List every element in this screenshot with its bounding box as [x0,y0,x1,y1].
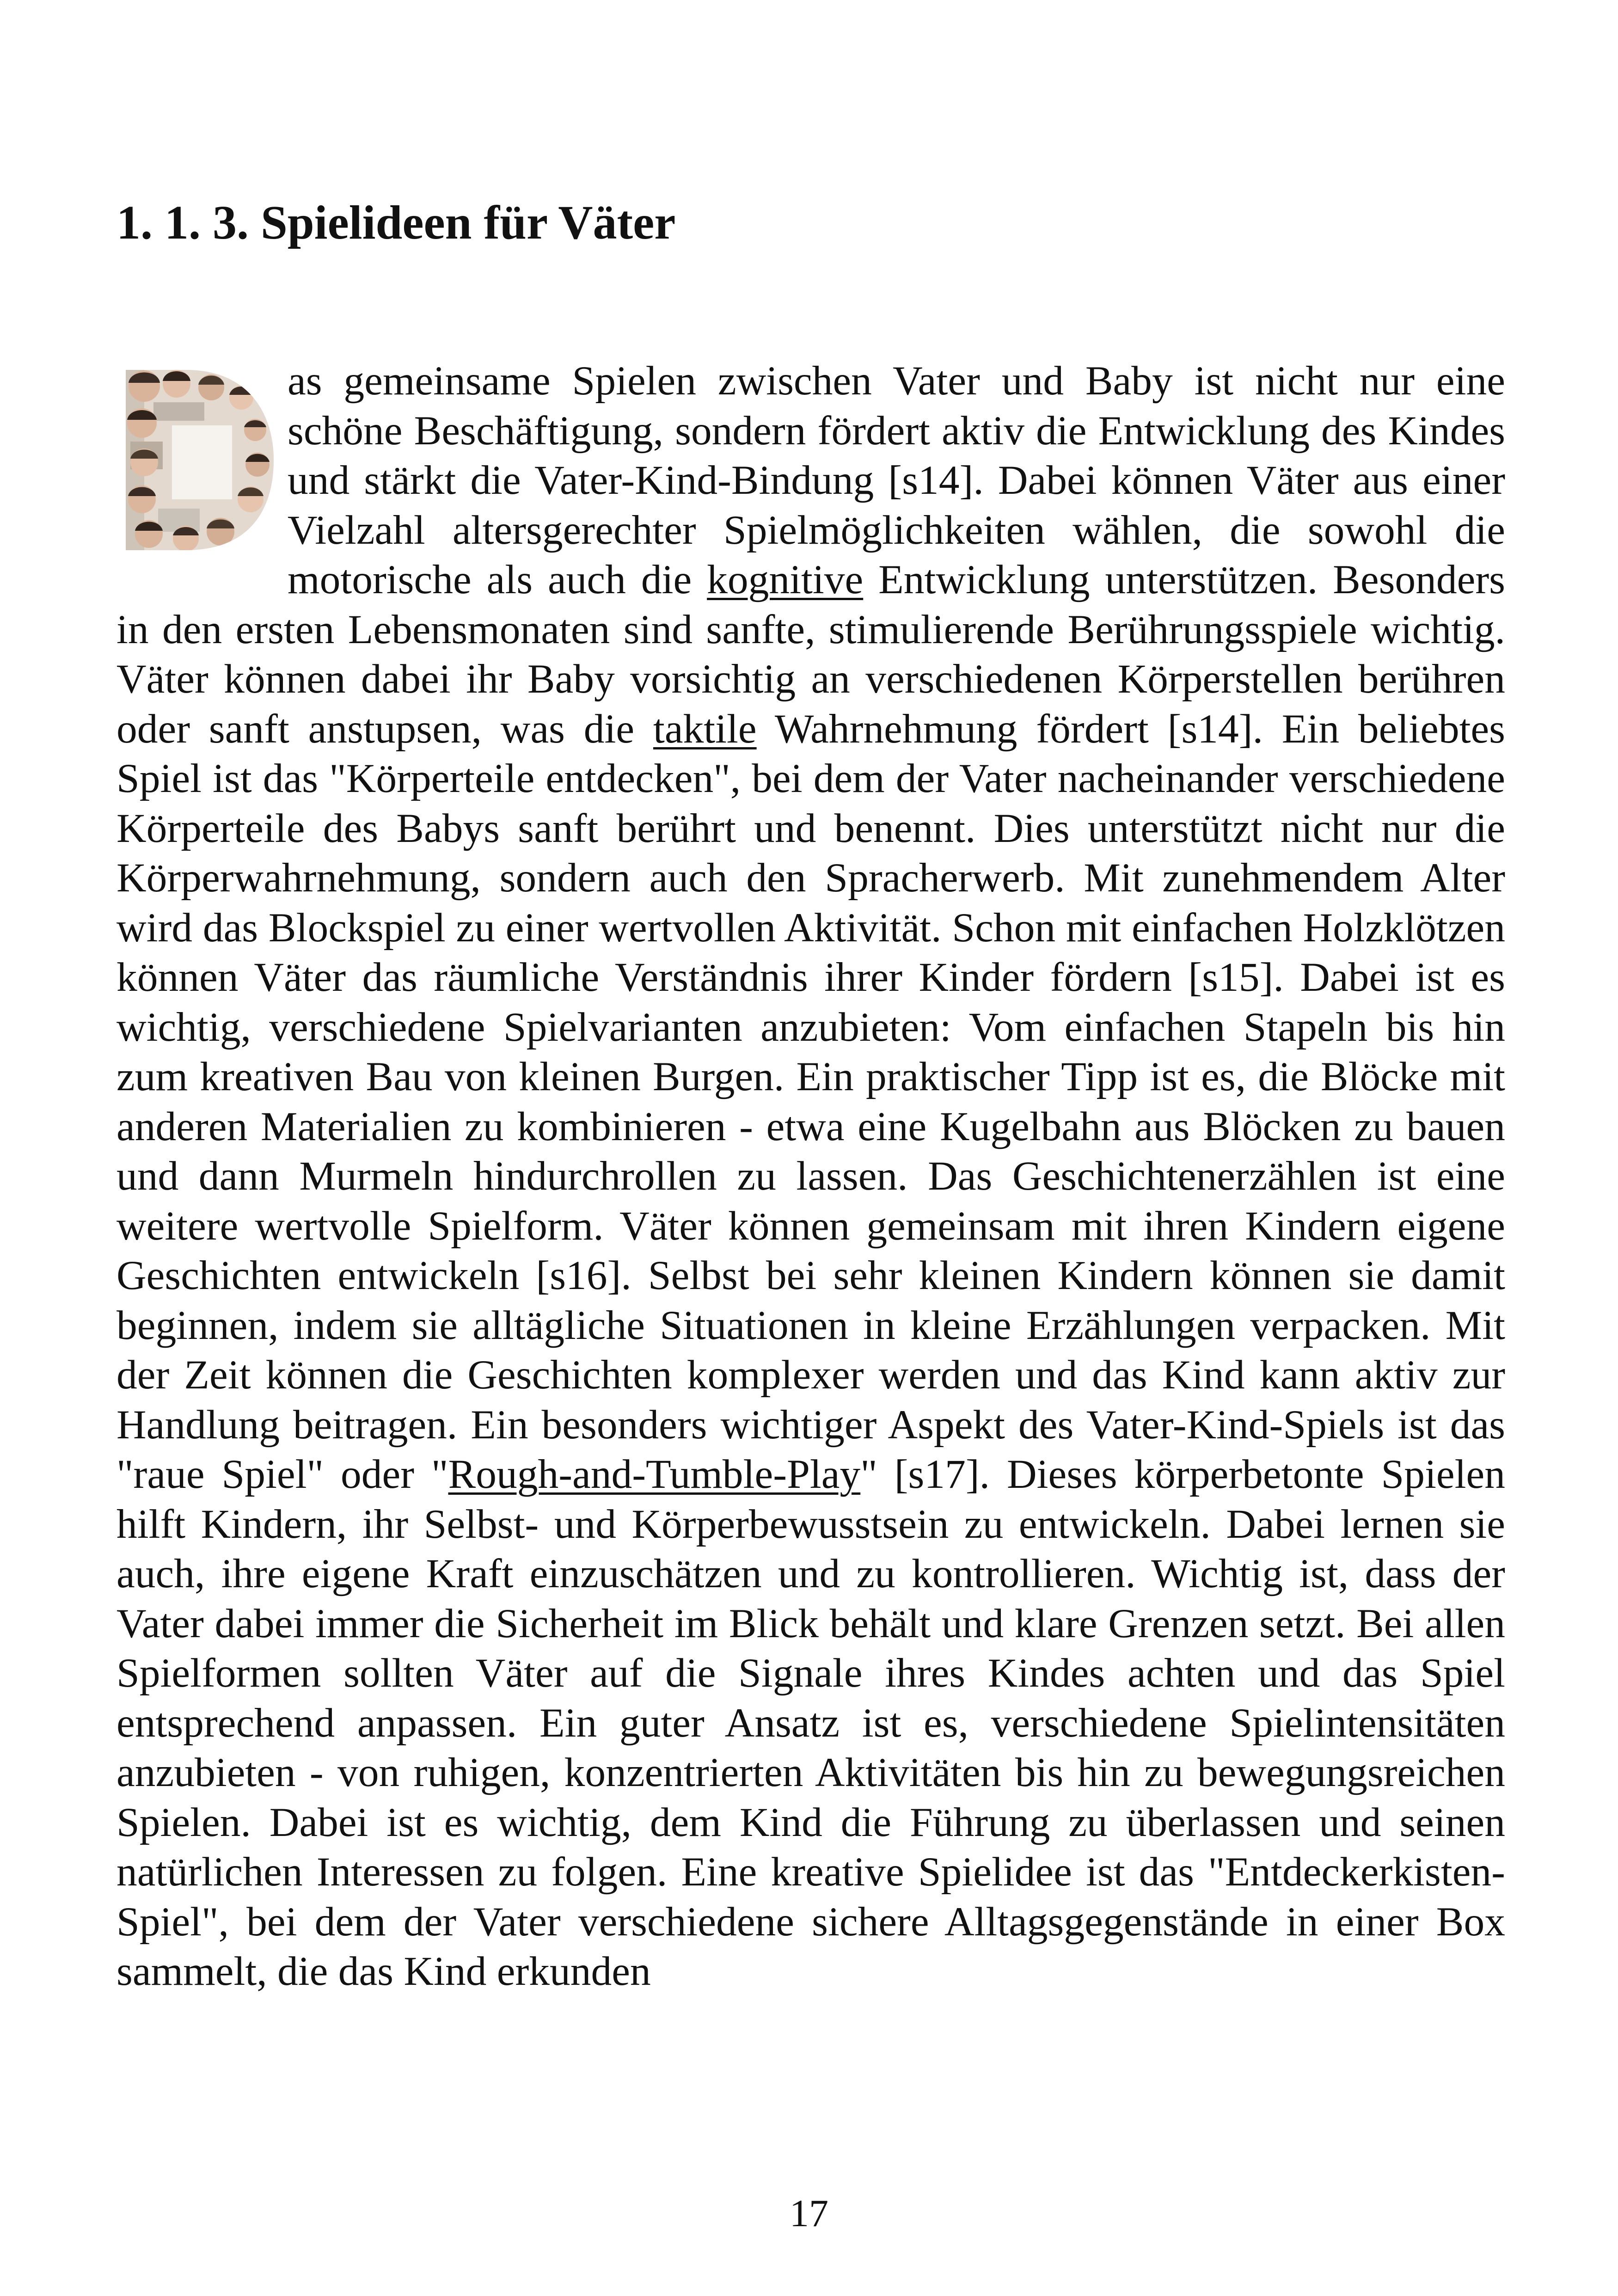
photo-collage-dropcap-icon [116,361,278,564]
paragraph-part-4: " [s17]. Dieses körperbetonte Spielen hilft Kindern, ihr Selbst- und Körperbewusstsein zu entwickeln. Dabei lernen sie auch, ihre eigene Kraft einzuschätzen und zu kontrollieren. Wichtig ist, dass der Vater dabei immer die Sicherheit im Blick behält und klare Grenzen setzt. Bei allen Spielformen sollten Väter auf die Signale ihres Kindes achten und das Spiel entsprechend anpassen. Ein guter Ansatz ist es, verschiedene Spielintensitäten anzubieten - von ruhigen, konzentrierten Aktivitäten bis hin zu bewegungsreichen Spielen. Dabei ist es wichtig, dem Kind die Führung zu überlassen und seinen natürlichen Interessen zu folgen. Eine kreative Spielidee ist das "Entdeckerkisten-Spiel", bei dem der Vater verschiedene sichere Alltagsgegenstände in einer Box sammelt, die das Kind erkunden [116,1451,1505,1994]
paragraph-part-3: Wahrnehmung fördert [s14]. Ein beliebtes Spiel ist das "Körperteile entdecken", bei dem der Vater nacheinander verschiedene Körperteile des Babys sanft berührt und benennt. Dies unterstützt nicht nur die Körperwahrnehmung, sondern auch den Spracherwerb. Mit zunehmendem Alter wird das Blockspiel zu einer wertvollen Aktivität. Schon mit einfachen Holzklötzen können Väter das räumliche Verständnis ihrer Kinder fördern [s15]. Dabei ist es wichtig, verschiedene Spielvarianten anzubieten: Vom einfachen Stapeln bis hin zum kreativen Bau von kleinen Burgen. Ein praktischer Tipp ist es, die Blöcke mit anderen Materialien zu kombinieren - etwa eine Kugelbahn aus Blöcken zu bauen und dann Murmeln hindurchrollen zu lassen. Das Geschichtenerzählen ist eine weitere wertvolle Spielform. Väter können gemeinsam mit ihren Kindern eigene Geschichten entwickeln [s16]. Selbst bei sehr kleinen Kindern können sie damit beginnen, indem sie alltägliche Situationen in kleine Erzählungen verpacken. Mit der Zeit können die Geschichten komplexer werden und das Kind kann aktiv zur Handlung beitragen. Ein besonders wichtiger Aspekt des Vater-Kind-Spiels ist das "raue Spiel" oder " [116,706,1505,1497]
page-number: 17 [790,2192,828,2235]
term-rough-and-tumble-play: Rough-and-Tumble-Play [448,1451,861,1497]
section-heading: 1. 1. 3. Spielideen für Väter [116,196,676,249]
term-taktile: taktile [653,706,757,752]
paragraph-part-2: Entwicklung unterstützen. Besonders in den ersten Lebensmonaten sind sanfte, stimulierende Berührungsspiele wichtig. Väter können dabei ihr Baby vorsichtig an verschiedenen Körperstellen berühren oder sanft anstupsen, was die [116,557,1506,752]
paragraph-part-1: as gemeinsame Spielen zwischen Vater und Baby ist nicht nur eine schöne Beschäftigung, sondern fördert aktiv die Entwicklung des Kindes und stärkt die Vater-Kind-Bindung [s14]. Dabei können Väter aus einer Vielzahl altersgerechter Spielmöglichkeiten wählen, die sowohl die motorische als auch die [288,358,1505,602]
term-kognitive: kognitive [707,557,864,602]
body-paragraph [116,356,1505,1996]
